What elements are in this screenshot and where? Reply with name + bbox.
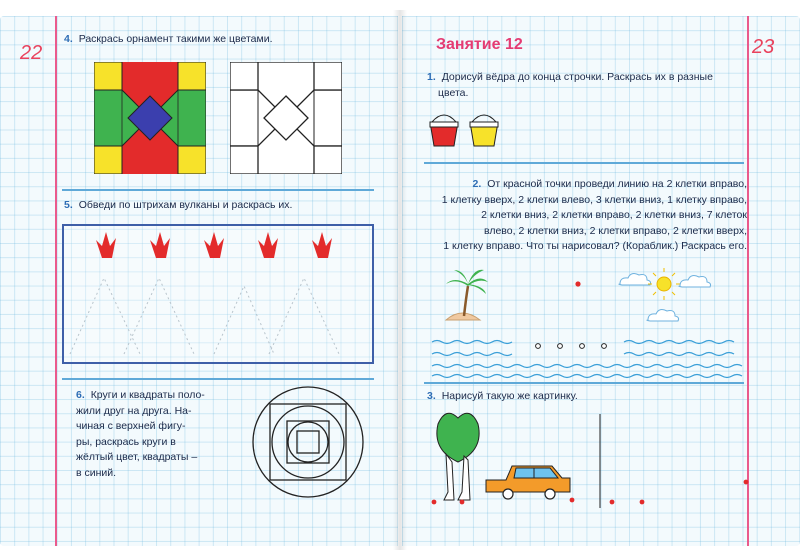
task-2-instruction bbox=[427, 177, 747, 255]
right-page bbox=[402, 16, 800, 546]
left-margin-line bbox=[55, 16, 57, 546]
task-2-line: влево, 2 клетки вниз, 2 клетки вправо, 2 клетки вверх, bbox=[484, 224, 747, 237]
task-4-instruction bbox=[64, 32, 273, 48]
task-6-line: жили друг на друга. На- bbox=[76, 404, 192, 417]
page-number-left: 22 bbox=[20, 42, 43, 64]
red-bucket-icon bbox=[430, 115, 458, 146]
copy-drawing-area bbox=[424, 404, 754, 516]
page-number-right: 23 bbox=[752, 36, 775, 58]
palm-trunk bbox=[464, 286, 468, 316]
red-dot bbox=[640, 500, 645, 505]
task-6-line: чиная с верхней фигу- bbox=[76, 420, 186, 432]
volcano-dashed-outlines bbox=[70, 278, 339, 354]
ornament-corner-tr bbox=[178, 62, 206, 90]
volcano-drawing bbox=[64, 226, 372, 362]
task-2-line: 1 клетку вверх, 2 клетки влево, 3 клетки вниз, 1 клетку вправо, bbox=[441, 193, 747, 206]
buckets-row bbox=[426, 108, 506, 150]
separator-line bbox=[424, 382, 744, 384]
cloud-icon bbox=[619, 274, 651, 285]
red-dot bbox=[744, 480, 749, 485]
separator-line bbox=[62, 189, 374, 191]
task-3-instruction bbox=[427, 389, 578, 405]
red-dot bbox=[460, 500, 465, 505]
task-6-line: Круги и квадраты поло- bbox=[90, 389, 205, 401]
circles-and-squares-figure bbox=[250, 384, 366, 500]
book-spine bbox=[393, 10, 407, 550]
flame-icon bbox=[204, 232, 224, 258]
separator-line bbox=[62, 378, 374, 380]
lava-flames bbox=[96, 232, 332, 258]
task-3-number: 3. bbox=[427, 390, 436, 402]
task-3-text: Нарисуй такую же картинку. bbox=[441, 390, 578, 402]
sun-icon bbox=[648, 268, 680, 300]
outline-ornament bbox=[230, 62, 342, 174]
left-page bbox=[0, 16, 398, 546]
task-1-line: цвета. bbox=[438, 86, 469, 99]
cloud-icon bbox=[647, 310, 679, 321]
flame-icon bbox=[96, 232, 116, 258]
colored-ornament bbox=[94, 62, 206, 174]
ornament-corner-br bbox=[178, 146, 206, 174]
car-icon bbox=[486, 466, 570, 499]
task-2-line: 1 клетку вправо. Что ты нарисовал? (Кораблик.) Раскрась его. bbox=[443, 240, 747, 252]
flame-icon bbox=[312, 232, 332, 258]
yellow-bucket-icon bbox=[470, 115, 498, 146]
sea-scene bbox=[424, 260, 746, 380]
tree-crown bbox=[437, 413, 479, 462]
start-point bbox=[575, 281, 580, 286]
task-4-text: Раскрась орнамент такими же цветами. bbox=[78, 33, 273, 45]
ornament-corner-bl bbox=[94, 146, 122, 174]
task-2-line: 2 клетки вниз, 2 клетки вправо, 2 клетки вниз, 7 клеток bbox=[481, 209, 747, 221]
task-5-text: Обведи по штрихам вулканы и раскрась их. bbox=[78, 199, 293, 211]
task-6-number: 6. bbox=[76, 389, 85, 401]
task-6-line: в синий. bbox=[76, 466, 117, 479]
volcano-tracing-frame bbox=[62, 224, 374, 364]
red-dot bbox=[610, 500, 615, 505]
ornament-corner-tl bbox=[94, 62, 122, 90]
task-2-number: 2. bbox=[472, 178, 482, 190]
sea-waves bbox=[432, 341, 742, 378]
flame-icon bbox=[150, 232, 170, 258]
task-1-instruction bbox=[427, 70, 747, 101]
lesson-title: Занятие 12 bbox=[436, 36, 523, 53]
task-5-instruction bbox=[64, 198, 292, 214]
task-4-number: 4. bbox=[64, 33, 73, 45]
task-1-number: 1. bbox=[427, 71, 436, 83]
waterline-dots bbox=[536, 344, 607, 349]
task-1-line: Дорисуй вёдра до конца строчки. Раскрась их в разные bbox=[441, 71, 713, 83]
task-5-number: 5. bbox=[64, 199, 73, 211]
cloud-icon bbox=[679, 276, 711, 287]
red-dot bbox=[570, 498, 575, 503]
task-6-instruction bbox=[76, 388, 226, 481]
flame-icon bbox=[258, 232, 278, 258]
task-2-line: От красной точки проведи линию на 2 клетки вправо, bbox=[487, 178, 747, 190]
separator-line bbox=[424, 162, 744, 164]
task-6-line: ры, раскрась круги в bbox=[76, 435, 176, 448]
red-dot bbox=[432, 500, 437, 505]
task-6-line: жёлтый цвет, квадраты – bbox=[76, 451, 198, 463]
